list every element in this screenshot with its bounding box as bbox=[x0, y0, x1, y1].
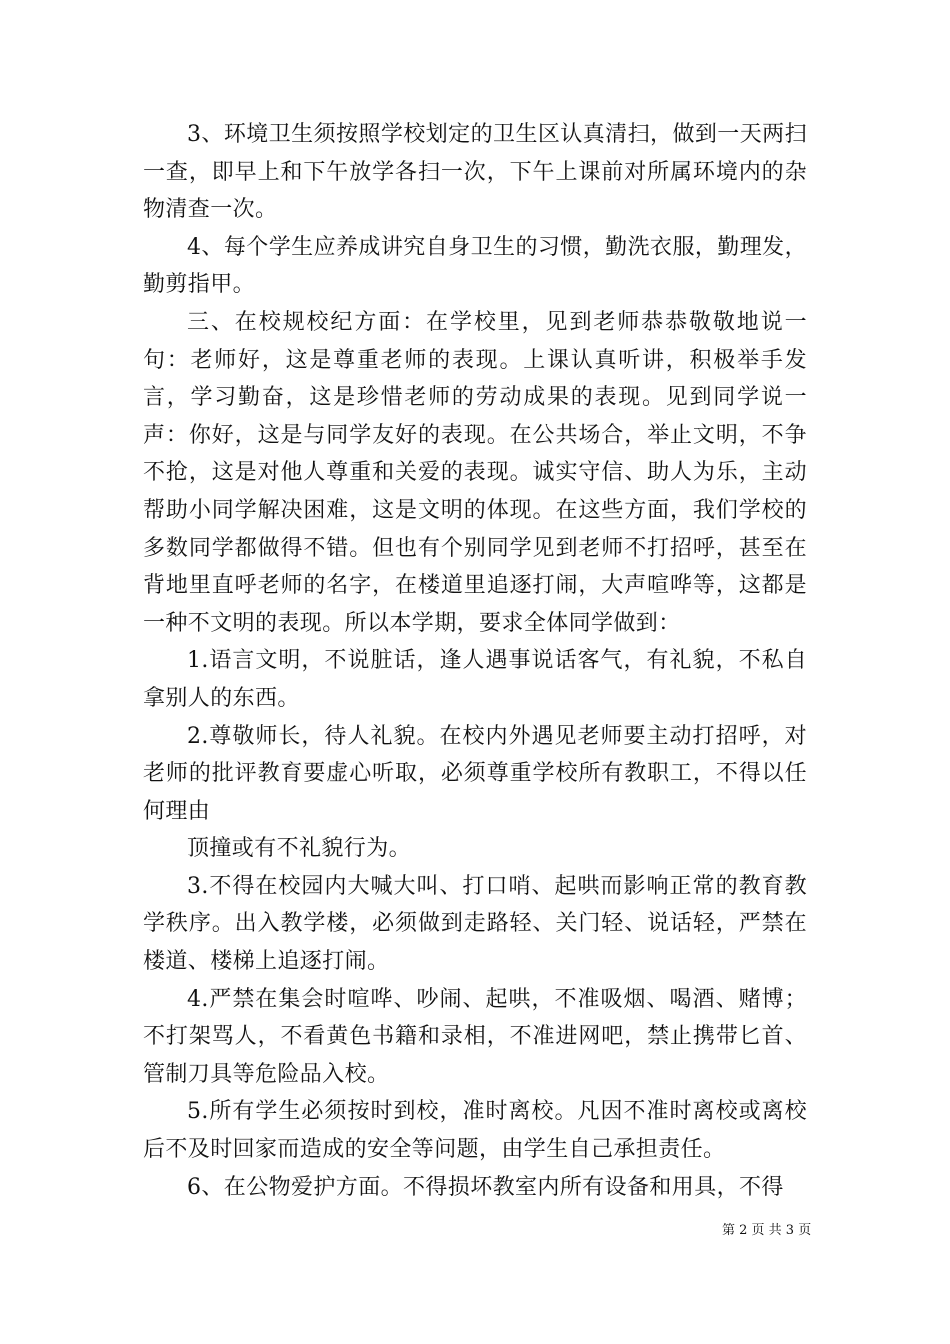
paragraph-rule-1: 1.语言文明，不说脏话，逢人遇事说话客气，有礼貌，不私自拿别人的东西。 bbox=[143, 648, 807, 711]
paragraph-rule-2: 2.尊敬师长，待人礼貌。在校内外遇见老师要主动打招呼，对老师的批评教育要虚心听取，必须尊重学校所有教职工，不得以任何理由 bbox=[143, 723, 807, 824]
paragraph-personal-hygiene: 4、每个学生应养成讲究自身卫生的习惯，勤洗衣服，勤理发，勤剪指甲。 bbox=[143, 234, 807, 298]
paragraph-hygiene-area: 3、环境卫生须按照学校划定的卫生区认真清扫，做到一天两扫一查，即早上和下午放学各扫一次，下午上课前对所属环境内的杂物清查一次。 bbox=[143, 122, 807, 223]
page-number-label: 第 2 页 共 3 页 bbox=[722, 1223, 812, 1238]
paragraph-rule-3: 3.不得在校园内大喊大叫、打口哨、起哄而影响正常的教育教学秩序。出入教学楼，必须做到走路轻、关门轻、说话轻，严禁在楼道、楼梯上追逐打闹。 bbox=[143, 873, 807, 975]
paragraph-property-care: 6、在公物爱护方面。不得损坏教室内所有设备和用具，不得 bbox=[187, 1174, 784, 1200]
document-body bbox=[143, 116, 807, 1206]
paragraph-rule-5: 5.所有学生必须按时到校，准时离校。凡因不准时离校或离校后不及时回家而造成的安全等问题，由学生自己承担责任。 bbox=[143, 1099, 807, 1163]
paragraph-school-rules: 三、在校规校纪方面：在学校里，见到老师恭恭敬敬地说一句：老师好，这是尊重老师的表现。上课认真听讲，积极举手发言，学习勤奋，这是珍惜老师的劳动成果的表现。见到同学说一声：你好，这是与同学友好的表现。在公共场合，举止文明，不争不抢，这是对他人尊重和关爱的表现。诚实守信、助人为乐，主动帮助小同学解决困难，这是文明的体现。在这些方面，我们学校的多数同学都做得不错。但也有个别同学见到老师不打招呼，甚至在背地里直呼老师的名字，在楼道里追逐打闹，大声喧哗等，这都是一种不文明的表现。所以本学期，要求全体同学做到： bbox=[143, 309, 807, 636]
paragraph-rule-2-continued: 顶撞或有不礼貌行为。 bbox=[187, 836, 412, 862]
page-number-footer bbox=[722, 1222, 811, 1240]
paragraph-rule-4: 4.严禁在集会时喧哗、吵闹、起哄，不准吸烟、喝酒、赌博；不打架骂人，不看黄色书籍和录相，不准进网吧，禁止携带匕首、管制刀具等危险品入校。 bbox=[143, 986, 807, 1087]
